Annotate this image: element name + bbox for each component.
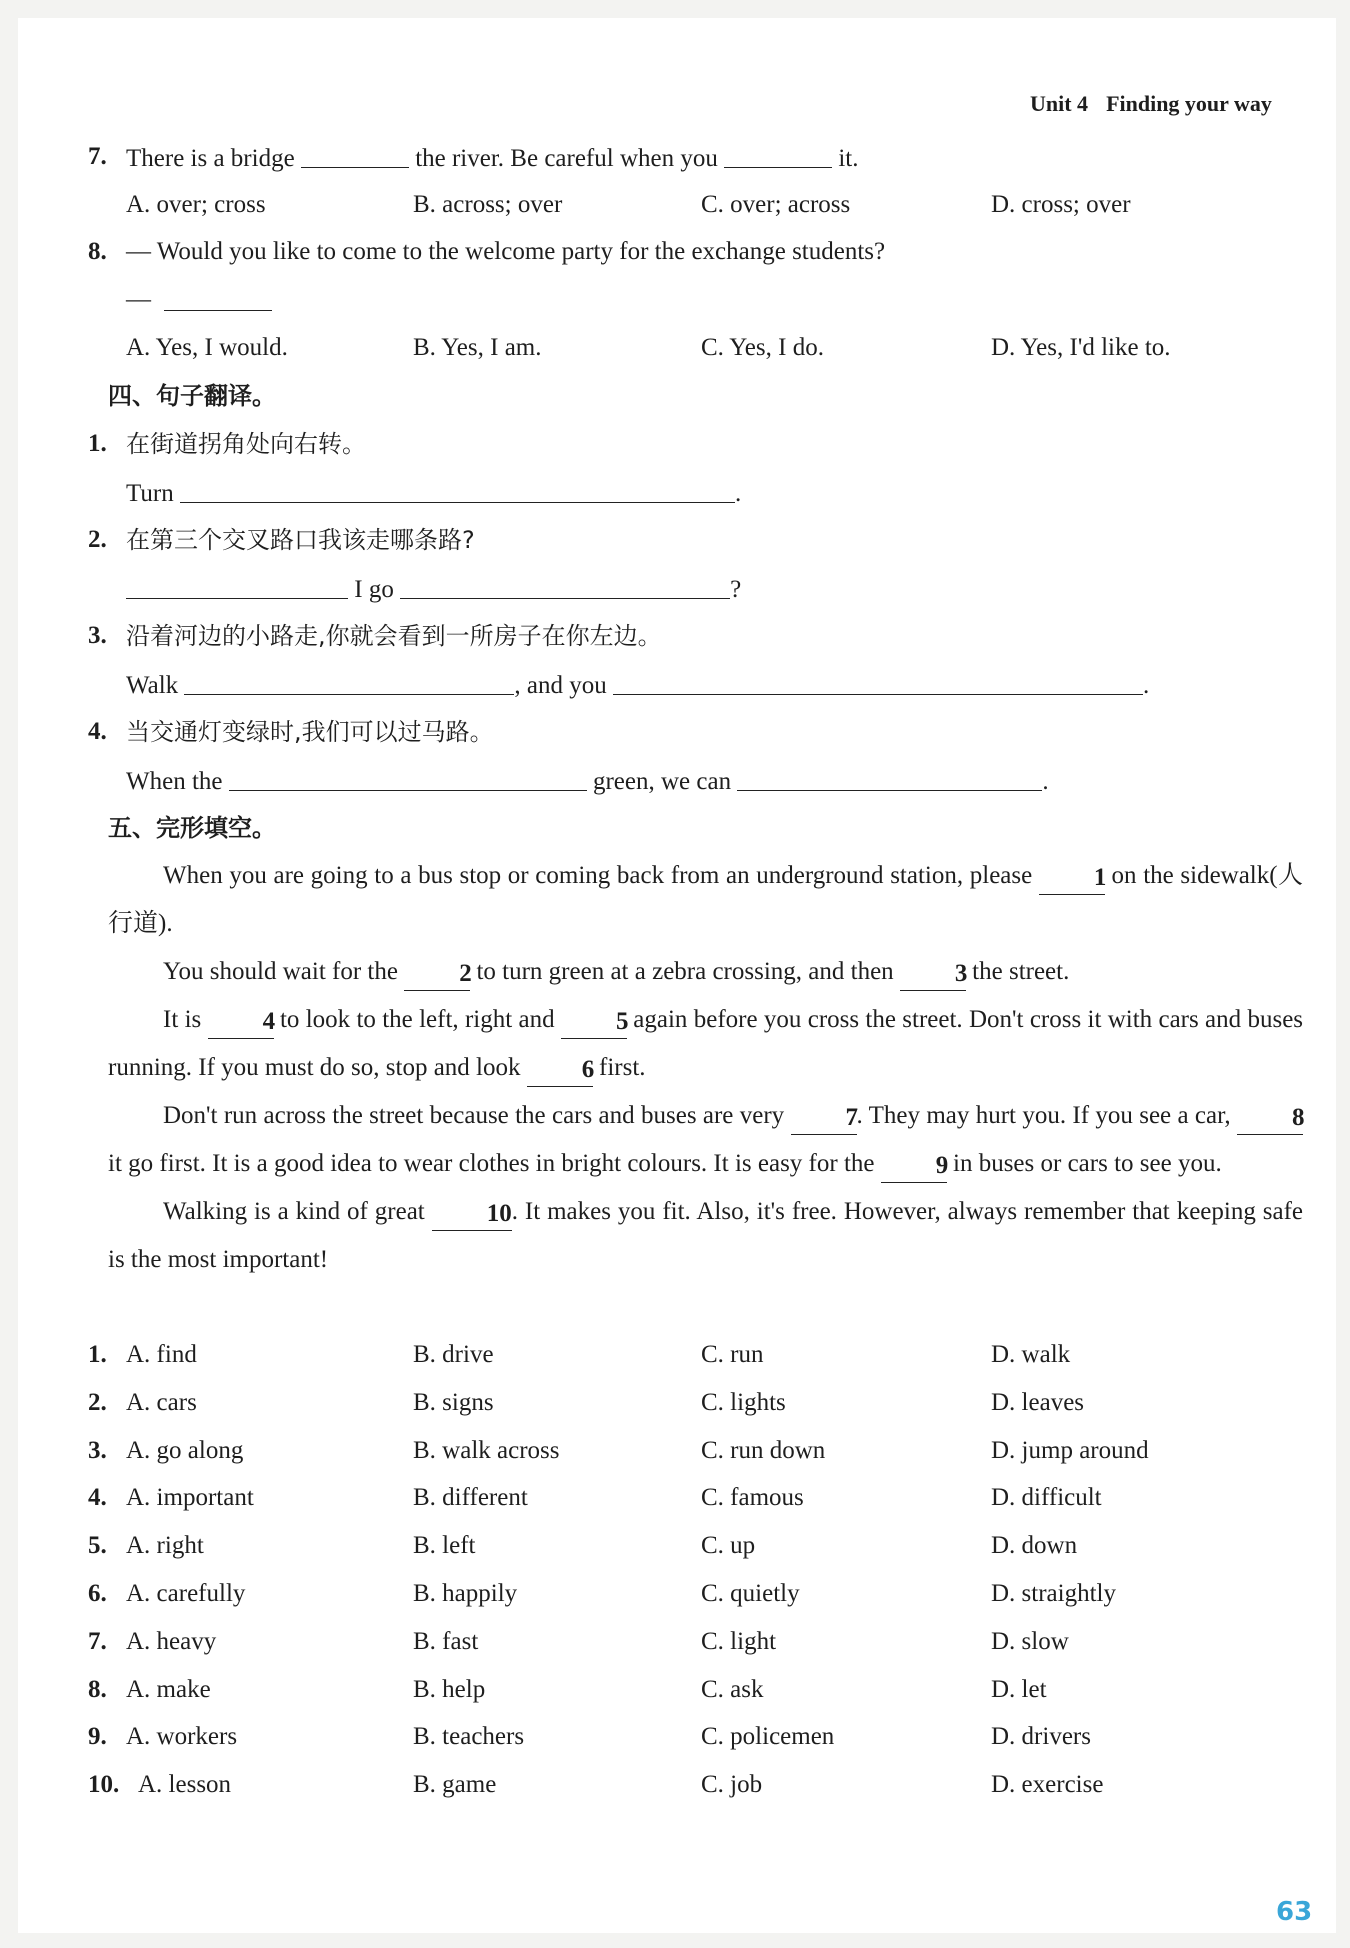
item-number: 2. <box>88 526 107 553</box>
stem-part: There is a bridge <box>126 145 295 172</box>
cloze-blank[interactable]: 6 <box>527 1054 593 1087</box>
answer-line <box>126 660 1149 710</box>
passage-paragraph <box>108 1092 1303 1188</box>
unit-title: Finding your way <box>1106 91 1272 116</box>
choice-number: 3. <box>88 1436 107 1464</box>
prompt-word: Turn <box>126 480 174 507</box>
choice-number: 4. <box>88 1484 107 1512</box>
answer-blank[interactable] <box>724 135 832 168</box>
choice-number: 9. <box>88 1723 107 1751</box>
passage-text: It is <box>163 1006 202 1033</box>
question-stem: — Would you like to come to the welcome party for the exchange students? <box>126 238 886 265</box>
chinese-sentence: 在街道拐角处向右转。 <box>126 430 366 458</box>
answer-blank[interactable] <box>164 278 272 311</box>
choice-number: 2. <box>88 1388 107 1416</box>
option-a[interactable]: A. lesson <box>138 1771 232 1799</box>
item-number: 4. <box>88 718 107 745</box>
choice-number: 7. <box>88 1627 107 1655</box>
cloze-blank[interactable]: 3 <box>900 958 966 991</box>
stem-part: the river. Be careful when you <box>415 145 718 172</box>
stem-part: it. <box>838 145 859 172</box>
answer-blank[interactable] <box>184 662 514 695</box>
cloze-blank[interactable]: 4 <box>208 1006 274 1039</box>
passage-text: . They may hurt you. If you see a car, <box>856 1102 1231 1129</box>
cloze-blank[interactable]: 8 <box>1237 1102 1303 1135</box>
prompt-word: green, we can <box>592 768 732 795</box>
option-c[interactable]: C. light <box>701 1627 777 1655</box>
option-b[interactable]: B. happily <box>413 1580 518 1607</box>
chinese-sentence: 沿着河边的小路走,你就会看到一所房子在你左边。 <box>126 622 662 650</box>
punctuation: ? <box>730 576 742 603</box>
question-number: 8. <box>88 238 107 265</box>
option-b[interactable]: B. help <box>413 1675 486 1703</box>
option-a[interactable]: A. carefully <box>126 1580 246 1607</box>
item-number: 1. <box>88 430 107 457</box>
chinese-sentence: 在第三个交叉路口我该走哪条路? <box>126 526 475 554</box>
passage-text: first. <box>599 1054 646 1081</box>
cloze-blank[interactable]: 1 <box>1039 862 1105 895</box>
passage-text: Don't run across the street because the cars and buses are very <box>163 1102 785 1129</box>
punctuation: . <box>1143 672 1150 699</box>
answer-line <box>126 468 741 518</box>
passage-text: When you are going to a bus stop or coming back from an underground station, please <box>163 862 1033 889</box>
chinese-sentence: 当交通灯变绿时,我们可以过马路。 <box>126 718 494 746</box>
choice-number: 6. <box>88 1580 107 1607</box>
passage-paragraph <box>108 852 1303 948</box>
option-d[interactable]: D. cross; over <box>991 191 1131 218</box>
cloze-blank[interactable]: 10 <box>432 1198 512 1231</box>
prompt-word: Walk <box>126 672 179 699</box>
punctuation: . <box>734 480 742 507</box>
cloze-blank[interactable]: 2 <box>404 958 470 991</box>
option-c[interactable]: C. job <box>701 1771 763 1799</box>
choice-number: 8. <box>88 1675 107 1703</box>
option-b[interactable]: B. across; over <box>413 191 563 218</box>
passage-text: . It makes you fit. Also, it's free. However, always remember that keeping safe is the most important! <box>108 1198 1304 1273</box>
option-c[interactable]: C. run <box>701 1341 764 1368</box>
passage-paragraph <box>108 996 1303 1092</box>
option-a[interactable]: A. make <box>126 1675 211 1703</box>
option-d[interactable]: D. leaves <box>991 1388 1085 1416</box>
answer-blank[interactable] <box>229 758 587 791</box>
option-d[interactable]: D. let <box>991 1675 1047 1703</box>
option-a[interactable]: A. over; cross <box>126 191 266 218</box>
option-a[interactable]: A. find <box>126 1341 197 1368</box>
answer-blank[interactable] <box>301 135 409 168</box>
running-head <box>1030 91 1272 117</box>
passage-text: on the sidewalk(人行道). <box>108 862 1303 937</box>
option-d[interactable]: D. jump around <box>991 1436 1149 1464</box>
choice-number: 10. <box>88 1771 120 1799</box>
option-a[interactable]: A. right <box>126 1532 204 1560</box>
option-d[interactable]: D. exercise <box>991 1771 1104 1799</box>
option-c[interactable]: C. quietly <box>701 1580 800 1607</box>
option-d[interactable]: D. walk <box>991 1341 1071 1368</box>
item-number: 3. <box>88 622 107 649</box>
answer-blank[interactable] <box>400 566 730 599</box>
option-d[interactable]: D. drivers <box>991 1723 1091 1751</box>
answer-blank[interactable] <box>180 470 735 503</box>
option-c[interactable]: C. famous <box>701 1484 804 1512</box>
option-c[interactable]: C. up <box>701 1532 756 1560</box>
option-b[interactable]: B. Yes, I am. <box>413 334 542 361</box>
section-4-heading: 四、句子翻译。 <box>108 382 276 410</box>
unit-label: Unit 4 <box>1030 91 1089 116</box>
passage-text: it go first. It is a good idea to wear clothes in bright colours. It is easy for the <box>108 1150 875 1177</box>
prompt-word: , and you <box>514 672 607 699</box>
option-d[interactable]: D. difficult <box>991 1484 1102 1512</box>
passage-text: to turn green at a zebra crossing, and then <box>476 958 894 985</box>
choice-number: 1. <box>88 1341 107 1368</box>
option-c[interactable]: C. run down <box>701 1436 826 1464</box>
passage-text: the street. <box>972 958 1070 985</box>
option-b[interactable]: B. teachers <box>413 1723 525 1751</box>
option-b[interactable]: B. walk across <box>413 1436 560 1464</box>
cloze-blank[interactable]: 9 <box>881 1150 947 1183</box>
choice-number: 5. <box>88 1532 107 1560</box>
passage-paragraph <box>108 948 1303 996</box>
option-a[interactable]: A. Yes, I would. <box>126 334 288 361</box>
answer-line <box>126 756 1049 806</box>
option-b[interactable]: B. different <box>413 1484 528 1512</box>
cloze-passage <box>108 852 1303 1284</box>
passage-text: to look to the left, right and <box>279 1006 555 1033</box>
option-b[interactable]: B. drive <box>413 1341 494 1368</box>
option-a[interactable]: A. workers <box>126 1723 238 1751</box>
reply-dash: — <box>126 286 151 313</box>
workbook-page <box>18 18 1336 1933</box>
cloze-blank[interactable]: 7 <box>791 1102 857 1135</box>
option-c[interactable]: C. policemen <box>701 1723 835 1751</box>
option-b[interactable]: B. left <box>413 1532 476 1560</box>
page-number: 63 <box>1276 1897 1313 1927</box>
option-d[interactable]: D. Yes, I'd like to. <box>991 334 1171 361</box>
passage-text: again before you cross the street. Don't cross it with cars and buses running. If you must do so, stop and look <box>108 1006 1304 1081</box>
option-a[interactable]: A. heavy <box>126 1627 217 1655</box>
option-d[interactable]: D. slow <box>991 1627 1069 1655</box>
passage-text: You should wait for the <box>163 958 398 985</box>
option-a[interactable]: A. cars <box>126 1388 197 1416</box>
option-c[interactable]: C. over; across <box>701 191 851 218</box>
answer-blank[interactable] <box>737 758 1042 791</box>
option-d[interactable]: D. down <box>991 1532 1078 1560</box>
option-d[interactable]: D. straightly <box>991 1580 1116 1607</box>
passage-text: Walking is a kind of great <box>163 1198 425 1225</box>
section-5-heading: 五、完形填空。 <box>108 814 276 842</box>
question-stem <box>126 133 859 183</box>
option-a[interactable]: A. go along <box>126 1436 244 1464</box>
question-number: 7. <box>88 143 107 170</box>
answer-line <box>126 564 741 614</box>
passage-paragraph <box>108 1188 1303 1284</box>
option-b[interactable]: B. game <box>413 1771 497 1799</box>
prompt-word: I go <box>354 576 394 603</box>
option-b[interactable]: B. fast <box>413 1627 479 1655</box>
answer-blank[interactable] <box>126 566 348 599</box>
option-c[interactable]: C. Yes, I do. <box>701 334 824 361</box>
punctuation: . <box>1042 768 1049 795</box>
passage-text: in buses or cars to see you. <box>953 1150 1222 1177</box>
option-c[interactable]: C. lights <box>701 1388 786 1416</box>
option-a[interactable]: A. important <box>126 1484 254 1512</box>
option-c[interactable]: C. ask <box>701 1675 764 1703</box>
cloze-blank[interactable]: 5 <box>561 1006 627 1039</box>
answer-blank[interactable] <box>613 662 1143 695</box>
option-b[interactable]: B. signs <box>413 1388 494 1416</box>
prompt-word: When the <box>126 768 223 795</box>
